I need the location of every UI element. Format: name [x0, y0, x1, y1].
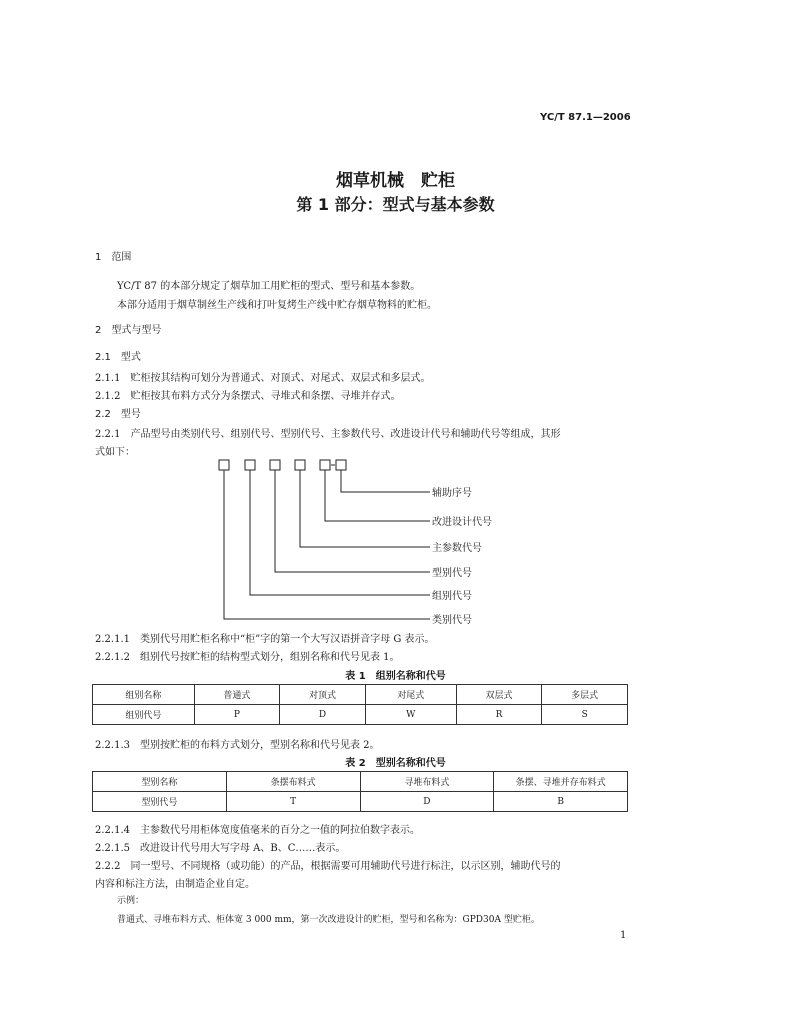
code-box-improvement: [320, 460, 330, 470]
table-cell: 型别代号: [93, 792, 227, 812]
clause-2-2-1-line-1: 2.2.1 产品型号由类别代号、组别代号、型别代号、主参数代号、改进设计代号和辅助代号等组成，其形: [95, 429, 561, 440]
table-cell: D: [360, 792, 494, 812]
document-title: 烟草机械 贮柜: [336, 171, 455, 191]
table-cell: 双层式: [456, 685, 542, 705]
section-2-2-heading: 2.2 型号: [95, 409, 141, 420]
table-row: [93, 685, 628, 705]
table-1-caption: 表 1 组别名称和代号: [345, 671, 446, 682]
code-box-group: [245, 460, 255, 470]
table-cell: D: [280, 705, 366, 725]
clause-2-2-1-2: 2.2.1.2 组别代号按贮柜的结构型式划分，组别名称和代号见表 1。: [95, 652, 400, 663]
table-cell: 普通式: [194, 685, 280, 705]
diagram-label-auxiliary: 辅助序号: [432, 488, 472, 499]
code-box-auxiliary: [336, 460, 346, 470]
table-cell: 型别名称: [93, 772, 227, 792]
clause-2-2-2-line-2: 内容和标注方法，由制造企业自定。: [95, 879, 255, 890]
table-cell: 对尾式: [365, 685, 456, 705]
example-text: 普通式、寻堆布料方式、柜体宽 3 000 mm，第一次改进设计的贮柜，型号和名称为：GPD30A 型贮柜。: [117, 915, 540, 925]
table-row: [93, 792, 628, 812]
clause-2-2-1-3: 2.2.1.3 型别按贮柜的布料方式划分，型别名称和代号见表 2。: [95, 740, 380, 751]
table-cell: 条摆布料式: [226, 772, 360, 792]
example-label: 示例：: [117, 896, 145, 906]
table-cell: W: [365, 705, 456, 725]
table-cell: 寻堆布料式: [360, 772, 494, 792]
diagram-label-group: 组别代号: [432, 591, 472, 602]
clause-2-2-1-line-2: 式如下：: [95, 447, 135, 458]
code-box-type: [270, 460, 280, 470]
document-subtitle: 第 1 部分：型式与基本参数: [296, 195, 495, 214]
leader-line-group: [250, 470, 430, 595]
scope-paragraph-2: 本部分适用于烟草制丝生产线和打叶复烤生产线中贮存烟草物料的贮柜。: [117, 300, 437, 311]
table-cell: S: [542, 705, 628, 725]
table-cell: P: [194, 705, 280, 725]
table-cell: 对顶式: [280, 685, 366, 705]
model-code-diagram: [0, 455, 791, 630]
table-row: [93, 705, 628, 725]
clause-2-1-2: 2.1.2 贮柜按其布料方式分为条摆式、寻堆式和条摆、寻堆并存式。: [95, 391, 401, 402]
table-2-caption: 表 2 型别名称和代号: [345, 758, 446, 769]
diagram-label-type: 型别代号: [432, 568, 472, 579]
leader-line-auxiliary: [341, 470, 430, 492]
diagram-label-improvement: 改进设计代号: [432, 517, 492, 528]
page-number: 1: [620, 930, 627, 941]
scope-paragraph-1: YC/T 87 的本部分规定了烟草加工用贮柜的型式、型号和基本参数。: [117, 281, 421, 292]
leader-line-main-param: [300, 470, 430, 547]
section-2-heading: 2 型式与型号: [95, 325, 162, 336]
clause-2-1-1: 2.1.1 贮柜按其结构可划分为普通式、对顶式、对尾式、双层式和多层式。: [95, 373, 431, 384]
standard-code: YC/T 87.1—2006: [540, 112, 631, 123]
diagram-label-category: 类别代号: [432, 615, 472, 626]
table-cell: T: [226, 792, 360, 812]
table-cell: 多层式: [542, 685, 628, 705]
table-2: [92, 771, 628, 812]
section-1-heading: 1 范围: [95, 252, 132, 263]
table-cell: 条摆、寻堆并存布料式: [494, 772, 628, 792]
code-box-main-param: [295, 460, 305, 470]
code-box-category: [219, 460, 229, 470]
table-cell: B: [494, 792, 628, 812]
table-cell: 组别代号: [93, 705, 195, 725]
clause-2-2-1-1: 2.2.1.1 类别代号用贮柜名称中“柜”字的第一个大写汉语拼音字母 G 表示。: [95, 634, 435, 645]
table-cell: R: [456, 705, 542, 725]
clause-2-2-2-line-1: 2.2.2 同一型号、不同规格（或功能）的产品，根据需要可用辅助代号进行标注，以示区别，辅助代号的: [95, 861, 561, 872]
diagram-label-main-param: 主参数代号: [432, 543, 482, 554]
table-1: [92, 684, 628, 725]
clause-2-2-1-4: 2.2.1.4 主参数代号用柜体宽度值毫米的百分之一值的阿拉伯数字表示。: [95, 825, 420, 836]
table-row: [93, 772, 628, 792]
clause-2-2-1-5: 2.2.1.5 改进设计代号用大写字母 A、B、C……表示。: [95, 843, 346, 854]
section-2-1-heading: 2.1 型式: [95, 352, 141, 363]
table-cell: 组别名称: [93, 685, 195, 705]
